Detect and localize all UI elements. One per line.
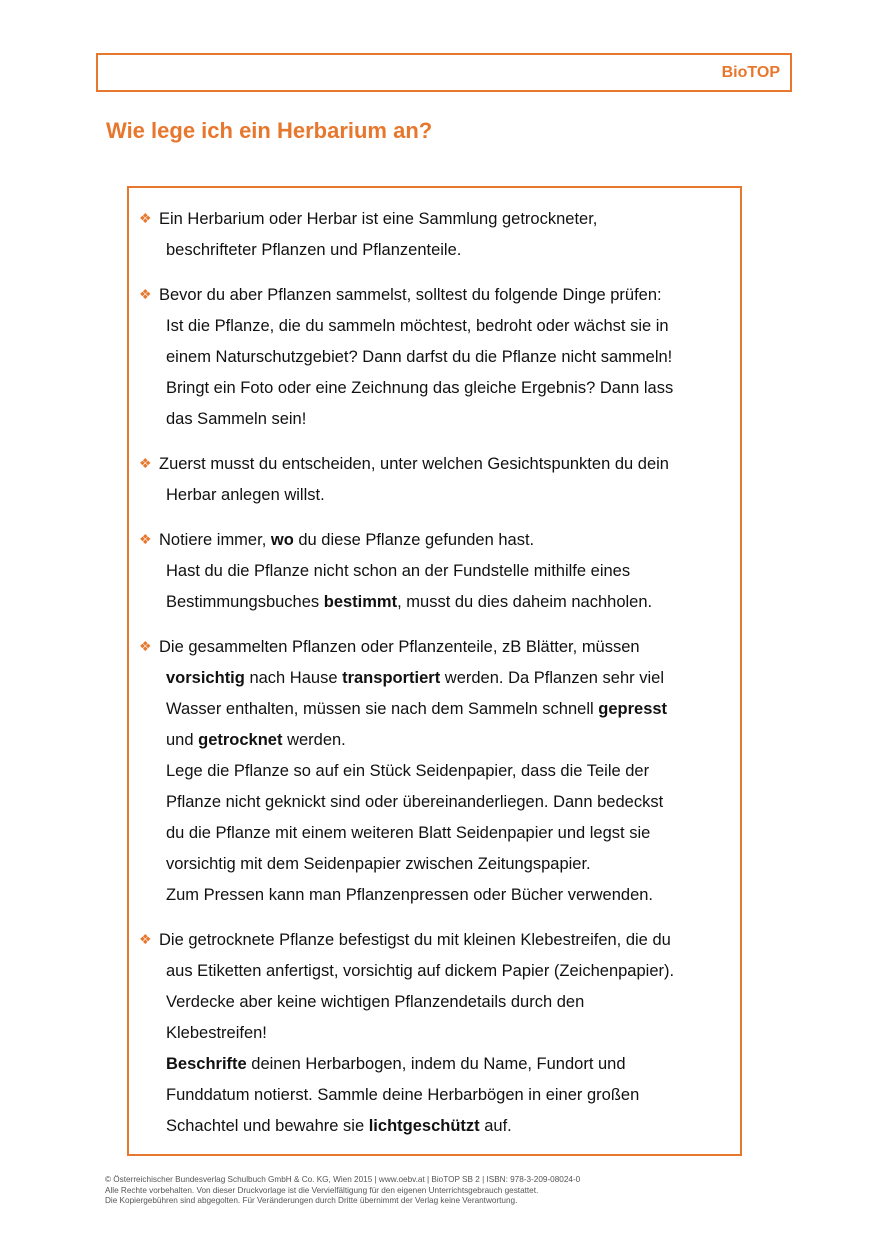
text-line [139,342,729,373]
text-segment: Klebestreifen! [166,1024,267,1042]
list-item [139,279,729,435]
text-line [139,756,729,787]
text-segment: vorsichtig mit dem Seidenpapier zwischen Zeitungspapier. [166,855,591,873]
text-segment: auf. [479,1117,512,1135]
copyright-footer [105,1175,805,1207]
text-line [139,956,729,987]
text-segment: Ist die Pflanze, die du sammeln möchtest, bedroht oder wächst sie in [166,317,669,335]
text-segment: Verdecke aber keine wichtigen Pflanzendetails durch den [166,993,585,1011]
bold-text: getrocknet [198,731,283,749]
list-item [139,924,729,1142]
text-segment: Bestimmungsbuches [166,593,324,611]
text-segment: Schachtel und bewahre sie [166,1117,369,1135]
bold-text: transportiert [342,669,441,687]
diamond-cluster-icon: ❖ [139,210,152,226]
text-segment: das Sammeln sein! [166,410,307,428]
diamond-cluster-icon: ❖ [139,638,152,654]
text-segment: aus Etiketten anfertigst, vorsichtig auf dickem Papier (Zeichenpapier). [166,962,675,980]
text-line [139,203,729,235]
text-segment: werden. [282,731,346,749]
footer-line: Alle Rechte vorbehalten. Von dieser Druckvorlage ist die Vervielfältigung für den eigenen Unterrichtsgebrauch gestattet. [105,1185,539,1195]
text-segment: deinen Herbarbogen, indem du Name, Fundort und [246,1055,626,1073]
bold-text: wo [270,531,294,549]
list-item [139,631,729,911]
text-line [139,1018,729,1049]
text-line [139,1111,729,1142]
text-segment: und [166,731,199,749]
text-segment: , musst du dies daheim nachholen. [397,593,653,611]
bold-text: lichtgeschützt [368,1117,480,1135]
footer-line: © Österreichischer Bundesverlag Schulbuch GmbH & Co. KG, Wien 2015 | www.oebv.at | BioTOP SB 2 | ISBN: 978-3-209-08024-0 [105,1175,581,1184]
text-segment: Hast du die Pflanze nicht schon an der Fundstelle mithilfe eines [166,562,631,580]
text-segment: Notiere immer, [159,531,271,549]
text-line [139,235,729,266]
text-line [139,480,729,511]
list-item [139,448,729,511]
text-segment: einem Naturschutzgebiet? Dann darfst du die Pflanze nicht sammeln! [166,348,673,366]
diamond-cluster-icon: ❖ [139,455,152,471]
bold-text: bestimmt [323,593,398,611]
text-segment: Die gesammelten Pflanzen oder Pflanzenteile, zB Blätter, müssen [159,638,640,656]
instruction-list [139,203,729,1155]
text-line [139,524,729,556]
text-line [139,311,729,342]
text-segment: nach Hause [244,669,343,687]
text-line [139,587,729,618]
text-segment: Lege die Pflanze so auf ein Stück Seidenpapier, dass die Teile der [166,762,650,780]
text-line [139,725,729,756]
text-line [139,373,729,404]
text-line [139,987,729,1018]
text-line [139,787,729,818]
brand-label: BioTOP [721,64,780,81]
text-segment: Wasser enthalten, müssen sie nach dem Sammeln schnell [166,700,599,718]
text-segment: Zum Pressen kann man Pflanzenpressen oder Bücher verwenden. [166,886,654,904]
text-segment: Bringt ein Foto oder eine Zeichnung das gleiche Ergebnis? Dann lass [166,379,674,397]
text-line [139,1049,729,1080]
text-line [139,880,729,911]
text-line [139,849,729,880]
page-title: Wie lege ich ein Herbarium an? [106,118,433,143]
text-line [139,818,729,849]
text-segment: beschrifteter Pflanzen und Pflanzenteile. [166,241,462,259]
diamond-cluster-icon: ❖ [139,286,152,302]
text-line [139,631,729,663]
text-segment: du die Pflanze mit einem weiteren Blatt Seidenpapier und legst sie [166,824,651,842]
footer-line: Die Kopiergebühren sind abgegolten. Für Veränderungen durch Dritte übernimmt der Verlag keine Verantwortung. [105,1196,518,1205]
text-line [139,694,729,725]
text-segment: Funddatum notierst. Sammle deine Herbarbögen in einer großen [166,1086,640,1104]
text-segment: du diese Pflanze gefunden hast. [293,531,535,549]
text-line [139,663,729,694]
text-segment: Bevor du aber Pflanzen sammelst, solltest du folgende Dinge prüfen: [159,286,662,304]
diamond-cluster-icon: ❖ [139,531,152,547]
text-line [139,556,729,587]
list-item [139,524,729,618]
text-line [139,924,729,956]
diamond-cluster-icon: ❖ [139,931,152,947]
bold-text: vorsichtig [166,669,245,687]
text-line [139,448,729,480]
instructions-box [127,186,742,1156]
text-line [139,279,729,311]
bold-text: Beschrifte [166,1055,247,1073]
text-line [139,1080,729,1111]
text-segment: Herbar anlegen willst. [166,486,325,504]
text-segment: Die getrocknete Pflanze befestigst du mit kleinen Klebestreifen, die du [159,931,671,949]
header-bar [96,53,792,92]
bold-text: gepresst [598,700,668,718]
text-line [139,404,729,435]
text-segment: Zuerst musst du entscheiden, unter welchen Gesichtspunkten du dein [159,455,669,473]
text-segment: Ein Herbarium oder Herbar ist eine Sammlung getrockneter, [159,210,598,228]
text-segment: Pflanze nicht geknickt sind oder übereinanderliegen. Dann bedeckst [166,793,664,811]
text-segment: werden. Da Pflanzen sehr viel [440,669,664,687]
list-item [139,203,729,266]
